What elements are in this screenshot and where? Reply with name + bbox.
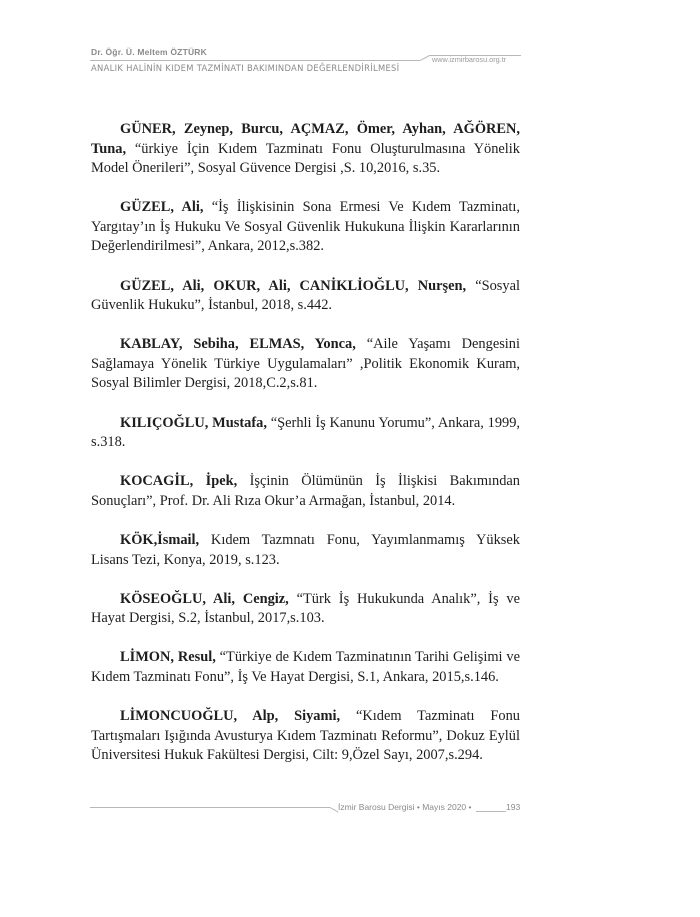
reference-text: “Kıdem Tazminatı Fonu Tartışmaları Işığında Avusturya Kıdem Tazminatı Reformu”, Dokuz Eylül Üniversitesi Hukuk Fakültesi Dergisi, Cilt: 9,Özel Sayı, 2007,s.294. <box>91 707 520 764</box>
reference-text: “İş İlişkisinin Sona Ermesi Ve Kıdem Tazminatı, Yargıtay’ın İş Hukuku Ve Sosyal Güvenlik Hukukuna İlişkin Kararlarının Değerlendirilmesi”, Ankara, 2012,s.382. <box>91 199 520 255</box>
reference-entry <box>91 277 520 316</box>
footer-rule <box>90 807 330 808</box>
reference-text: “ürkiye İçin Kıdem Tazminatı Fonu Oluşturulmasına Yönelik Model Önerileri”, Sosyal Güvence Dergisi ,S. 10,2016, s.35. <box>91 140 520 177</box>
reference-entry <box>91 414 520 453</box>
reference-entry <box>91 198 520 257</box>
page-number: 193 <box>506 802 521 812</box>
reference-entry <box>91 590 520 629</box>
header-rule-bend <box>420 55 429 61</box>
reference-entry <box>91 707 520 766</box>
header-rule <box>90 60 420 61</box>
reference-authors: LİMONCUOĞLU, Alp, Siyami, <box>120 707 341 724</box>
reference-entry <box>91 335 520 394</box>
reference-entry <box>91 120 520 179</box>
footer-journal: İzmir Barosu Dergisi • Mayıs 2020 • <box>338 802 476 812</box>
reference-text: “Sosyal Güvenlik Hukuku”, İstanbul, 2018, s.442. <box>91 277 520 314</box>
reference-entry <box>91 648 520 687</box>
reference-entry <box>91 531 520 570</box>
reference-authors: KÖK,İsmail, <box>120 531 200 548</box>
reference-text: Kıdem Tazmnatı Fonu, Yayımlanmamış Yüksek Lisans Tezi, Konya, 2019, s.123. <box>91 531 520 568</box>
reference-entry <box>91 472 520 511</box>
reference-text: “Aile Yaşamı Dengesini Sağlamaya Yönelik Türkiye Uygulamaları” ,Politik Ekonomik Kuram, Sosyal Bilimler Dergisi, 2018,C.2,s.81. <box>91 336 520 392</box>
reference-authors: GÜZEL, Ali, OKUR, Ali, CANİKLİOĞLU, Nurşen, <box>120 277 467 294</box>
reference-text: “Şerhli İş Kanunu Yorumu”, Ankara, 1999, s.318. <box>91 414 521 451</box>
reference-authors: LİMON, Resul, <box>120 649 216 666</box>
reference-authors: KABLAY, Sebiha, ELMAS, Yonca, <box>120 336 356 353</box>
reference-authors: GÜZEL, Ali, <box>120 199 204 216</box>
reference-authors: KÖSEOĞLU, Ali, Cengiz, <box>120 590 289 607</box>
header-author: Dr. Öğr. Ü. Meltem ÖZTÜRK <box>91 47 207 57</box>
reference-list <box>91 120 520 785</box>
reference-authors: GÜNER, Zeynep, Burcu, AÇMAZ, Ömer, Ayhan, AĞÖREN, Tuna, <box>91 121 520 157</box>
header-article-title: ANALIK HALİNİN KIDEM TAZMİNATI BAKIMINDAN DEĞERLENDİRİLMESİ <box>91 63 400 73</box>
header-url[interactable]: www.izmirbarosu.org.tr <box>432 55 507 64</box>
reference-text: “Türk İş Hukukunda Analık”, İş ve Hayat Dergisi, S.2, İstanbul, 2017,s.103. <box>91 590 520 627</box>
reference-text: İşçinin Ölümünün İş İlişkisi Bakımından Sonuçları”, Prof. Dr. Ali Rıza Okur’a Armağan, İstanbul, 2014. <box>91 473 520 509</box>
reference-text: “Türkiye de Kıdem Tazminatının Tarihi Gelişimi ve Kıdem Tazminatı Fonu”, İş Ve Hayat Dergisi, S.1, Ankara, 2015,s.146. <box>91 649 520 685</box>
reference-authors: KILIÇOĞLU, Mustafa, <box>120 414 267 431</box>
reference-authors: KOCAGİL, İpek, <box>120 473 238 490</box>
